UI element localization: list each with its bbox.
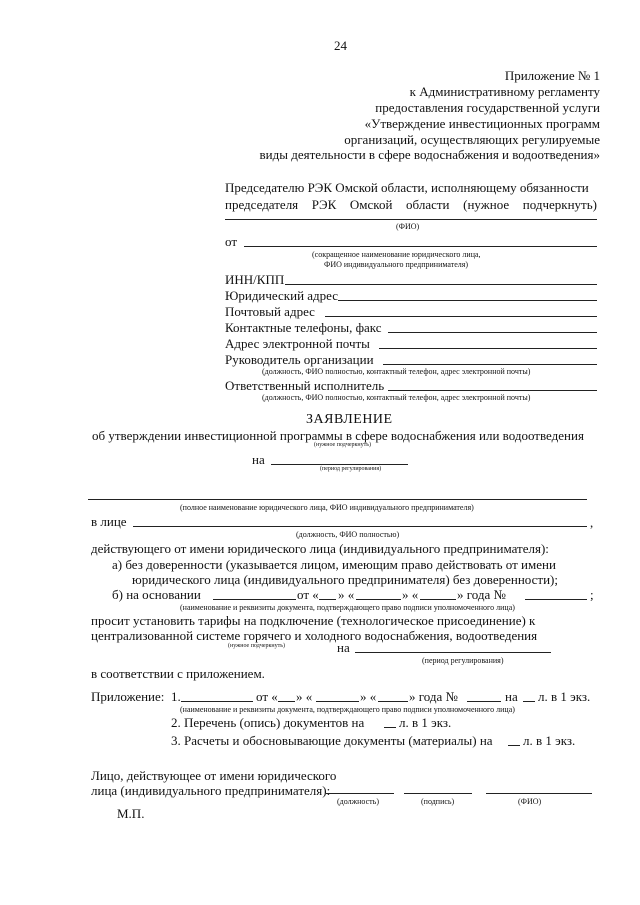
item-b-year: » года № bbox=[457, 587, 506, 602]
signature-sign-caption: (подпись) bbox=[421, 797, 455, 806]
appendix-line-6: виды деятельности в сфере водоснабжения и водоотведения» bbox=[259, 147, 600, 162]
attachment-2-text: 2. Перечень (опись) документов на bbox=[171, 715, 365, 730]
attachment-1-num: 1. bbox=[171, 689, 181, 704]
item-b-q1: » « bbox=[338, 587, 355, 602]
fullname-caption: (полное наименование юридического лица, ФИО индивидуального предпринимателя) bbox=[180, 503, 474, 512]
signature-line-1: Лицо, действующее от имени юридического bbox=[91, 768, 337, 783]
item-b-ot: от « bbox=[297, 587, 319, 602]
addressee-line-1: Председателю РЭК Омской области, исполняющему обязанности bbox=[225, 180, 589, 195]
item-a-line-1: а) без доверенности (указывается лицом, имеющим право действовать от имени bbox=[112, 557, 556, 572]
item-b-prefix: б) на основании bbox=[112, 587, 201, 602]
item-b-caption: (наименование и реквизиты документа, подтверждающего право подписи уполномоченного лица) bbox=[180, 603, 515, 612]
email-field[interactable] bbox=[379, 348, 597, 349]
item-b-q2: » « bbox=[402, 587, 419, 602]
statement-subtitle-caption: (нужное подчеркнуть) bbox=[314, 442, 371, 448]
signature-line-2: лица (индивидуального предпринимателя): bbox=[91, 783, 331, 798]
addressee-line-2: председателя РЭК Омской области (нужное подчеркнуть) bbox=[225, 197, 597, 212]
email-label: Адрес электронной почты bbox=[225, 336, 370, 351]
head-label: Руководитель организации bbox=[225, 352, 374, 367]
asks-line-1: просит установить тарифы на подключение (технологическое присоединение) к bbox=[91, 613, 536, 628]
statement-period-field[interactable] bbox=[271, 464, 408, 465]
attachment-1-year: » года № bbox=[409, 689, 458, 704]
attachment-3-end: л. в 1 экз. bbox=[523, 733, 576, 748]
attachment-3-text: 3. Расчеты и обосновывающие документы (материалы) на bbox=[171, 733, 493, 748]
signature-position-field[interactable] bbox=[326, 793, 394, 794]
postal-address-field[interactable] bbox=[325, 316, 597, 317]
fullname-field[interactable] bbox=[88, 499, 587, 500]
acting-text: действующего от имени юридического лица (индивидуального предпринимателя): bbox=[91, 541, 549, 556]
from-caption-1: (сокращенное наименование юридического лица, bbox=[312, 250, 481, 259]
item-b-end: ; bbox=[590, 587, 594, 602]
attachment-2-pages-field[interactable] bbox=[384, 727, 396, 728]
attachment-1-q2: » « bbox=[360, 689, 377, 704]
in-person-field[interactable] bbox=[133, 526, 587, 527]
page-number: 24 bbox=[334, 38, 347, 53]
executor-caption: (должность, ФИО полностью, контактный телефон, адрес электронной почты) bbox=[262, 393, 531, 402]
item-b-doc-field[interactable] bbox=[213, 599, 296, 600]
signature-position-caption: (должность) bbox=[337, 797, 379, 806]
phones-field[interactable] bbox=[388, 332, 597, 333]
statement-period-label: на bbox=[252, 452, 265, 467]
attachment-1-month-field[interactable] bbox=[316, 701, 359, 702]
executor-field[interactable] bbox=[388, 390, 597, 391]
attachment-1-q: » « bbox=[296, 689, 313, 704]
accordance-text: в соответствии с приложением. bbox=[91, 666, 265, 681]
appendix-line-3: предоставления государственной услуги bbox=[375, 100, 600, 115]
inn-label: ИНН/КПП bbox=[225, 272, 285, 287]
statement-title: ЗАЯВЛЕНИЕ bbox=[306, 412, 393, 427]
legal-address-field[interactable] bbox=[338, 300, 597, 301]
attachment-1-number-field[interactable] bbox=[467, 701, 501, 702]
appendix-line-2: к Административному регламенту bbox=[409, 84, 600, 99]
head-caption: (должность, ФИО полностью, контактный телефон, адрес электронной почты) bbox=[262, 367, 531, 376]
attachment-1-day-field[interactable] bbox=[278, 701, 295, 702]
signature-fio-field[interactable] bbox=[486, 793, 592, 794]
item-b-number-field[interactable] bbox=[525, 599, 587, 600]
postal-address-label: Почтовый адрес bbox=[225, 304, 315, 319]
signature-sign-field[interactable] bbox=[404, 793, 472, 794]
statement-subtitle: об утверждении инвестиционной программы в сфере водоснабжения или водоотведения bbox=[92, 428, 584, 443]
legal-address-label: Юридический адрес bbox=[225, 288, 339, 303]
attachment-1-doc-field[interactable] bbox=[181, 701, 253, 702]
signature-fio-caption: (ФИО) bbox=[518, 797, 542, 806]
attachment-1-end: л. в 1 экз. bbox=[538, 689, 591, 704]
attachment-1-year-field[interactable] bbox=[378, 701, 408, 702]
attachment-1-pages-field[interactable] bbox=[523, 701, 535, 702]
asks-line-2: централизованной системе горячего и холодного водоснабжения, водоотведения bbox=[91, 628, 538, 643]
phones-label: Контактные телефоны, факс bbox=[225, 320, 382, 335]
asks-period-caption: (период регулирования) bbox=[422, 656, 504, 665]
position-caption: (должность, ФИО полностью) bbox=[296, 530, 400, 539]
attachment-1-ot: от « bbox=[256, 689, 278, 704]
head-field[interactable] bbox=[383, 364, 597, 365]
appendix-line-5: организаций, осуществляющих регулируемые bbox=[344, 132, 600, 147]
attachment-3-pages-field[interactable] bbox=[508, 745, 520, 746]
inn-field[interactable] bbox=[285, 284, 597, 285]
from-caption-2: ФИО индивидуального предпринимателя) bbox=[324, 260, 469, 269]
attachments-label: Приложение: bbox=[91, 689, 165, 704]
item-b-month-field[interactable] bbox=[356, 599, 401, 600]
asks-period-field[interactable] bbox=[355, 652, 551, 653]
asks-period-label: на bbox=[337, 640, 350, 655]
attachment-1-na: на bbox=[505, 689, 518, 704]
in-person-comma: , bbox=[590, 515, 594, 530]
in-person-label: в лице bbox=[91, 514, 127, 529]
executor-label: Ответственный исполнитель bbox=[225, 378, 385, 393]
from-line[interactable] bbox=[244, 246, 597, 247]
attachment-1-caption: (наименование и реквизиты документа, подтверждающего право подписи уполномоченного лица) bbox=[180, 705, 515, 714]
statement-period-caption: (период регулирования) bbox=[320, 466, 382, 472]
item-b-day-field[interactable] bbox=[319, 599, 336, 600]
appendix-line-4: «Утверждение инвестиционных программ bbox=[364, 116, 600, 131]
fio-line[interactable] bbox=[225, 219, 597, 220]
asks-caption: (нужное подчеркнуть) bbox=[228, 643, 285, 649]
fio-caption: (ФИО) bbox=[396, 222, 420, 231]
item-a-line-2: юридического лица (индивидуального предпринимателя) без доверенности); bbox=[132, 572, 558, 587]
attachment-2-end: л. в 1 экз. bbox=[399, 715, 452, 730]
stamp-label: М.П. bbox=[117, 806, 145, 821]
from-label: от bbox=[225, 234, 238, 249]
item-b-year-field[interactable] bbox=[420, 599, 456, 600]
appendix-line-1: Приложение № 1 bbox=[504, 68, 600, 83]
